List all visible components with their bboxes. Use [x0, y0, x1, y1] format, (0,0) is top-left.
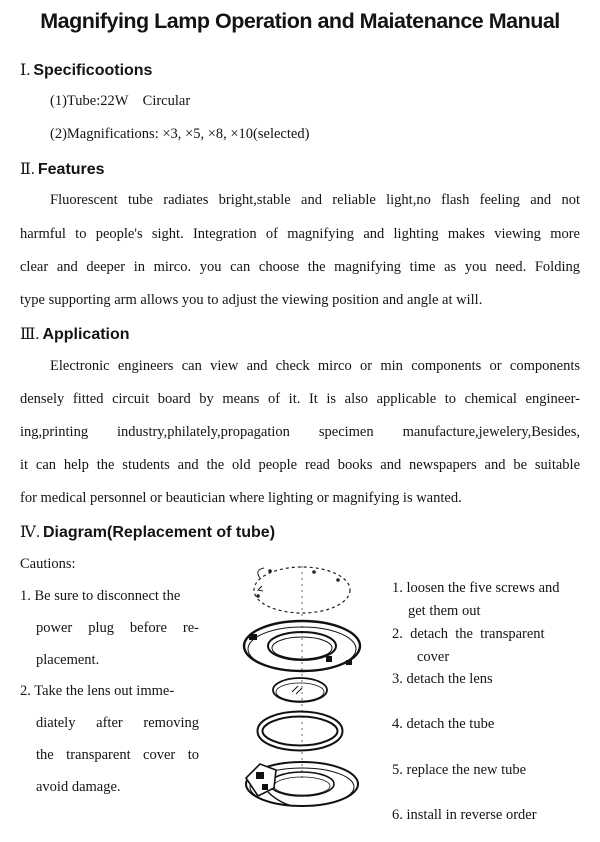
step-line: 2. detach the transparent — [392, 626, 545, 642]
caution-line: placement. — [36, 652, 100, 668]
section-number: Ⅱ. — [20, 161, 35, 178]
caution-line: 2. Take the lens out imme- — [20, 683, 175, 699]
section-title: Features — [37, 161, 105, 178]
section-heading-specifications — [20, 60, 152, 80]
lamp-base — [246, 762, 358, 806]
caution-line: power plug before re- — [36, 620, 199, 636]
step-line: 4. detach the tube — [392, 716, 495, 732]
step-line: cover — [417, 649, 450, 665]
lens — [273, 678, 327, 702]
spec-item-tube: (1)Tube:22W Circular — [50, 93, 191, 109]
application-paragraph-line: densely fitted circuit board by means of it. It is also applicable to chemical engineer- — [20, 391, 580, 407]
step-line: get them out — [408, 603, 481, 619]
tube-replacement-diagram — [232, 556, 382, 826]
application-paragraph-line: Electronic engineers can view and check mirco or min components or components — [50, 358, 580, 374]
page-title: Magnifying Lamp Operation and Maiatenance Manual — [40, 9, 560, 33]
fluorescent-tube — [260, 714, 340, 748]
step-line: 3. detach the lens — [392, 671, 493, 687]
section-heading-application — [20, 324, 130, 344]
section-title: Specificootions — [33, 62, 153, 79]
section-subtitle: (Replacement of tube) — [107, 524, 276, 541]
spec-item-magnifications: (2)Magnifications: ×3, ×5, ×8, ×10(selected) — [50, 126, 310, 142]
caution-line: avoid damage. — [36, 779, 121, 795]
features-paragraph-line: Fluorescent tube radiates bright,stable and reliable light,no flash feeling and not — [50, 192, 580, 208]
section-heading-diagram — [20, 522, 275, 542]
section-heading-features — [20, 159, 105, 179]
cautions-title: Cautions: — [20, 556, 76, 572]
application-paragraph-line: it can help the students and the old people read books and newspapers and be suitable — [20, 457, 580, 473]
step-line: 1. loosen the five screws and — [392, 580, 560, 596]
features-paragraph-line: clear and deeper in mirco. you can choose the magnifying time as you need. Folding — [20, 259, 580, 275]
caution-line: diately after removing — [36, 715, 199, 731]
section-number: Ⅳ. — [20, 524, 40, 541]
section-number: Ⅰ. — [20, 62, 31, 79]
application-paragraph-line: ing,printing industry,philately,propagation specimen manufacture,jewelery,Besides, — [20, 424, 580, 440]
features-paragraph-line: harmful to people's sight. Integration of magnifying and lighting makes viewing more — [20, 226, 580, 242]
step-line: 5. replace the new tube — [392, 762, 527, 778]
section-number: Ⅲ. — [20, 326, 40, 343]
features-paragraph-line: type supporting arm allows you to adjust the viewing position and angle at will. — [20, 292, 483, 308]
caution-line: the transparent cover to — [36, 747, 199, 763]
step-line: 6. install in reverse order — [392, 807, 537, 823]
section-title: Application — [42, 326, 130, 343]
section-title: Diagram — [42, 524, 108, 541]
caution-line: 1. Be sure to disconnect the — [20, 588, 181, 604]
application-paragraph-line: for medical personnel or beautician where lighting or magnifying is wanted. — [20, 490, 462, 506]
